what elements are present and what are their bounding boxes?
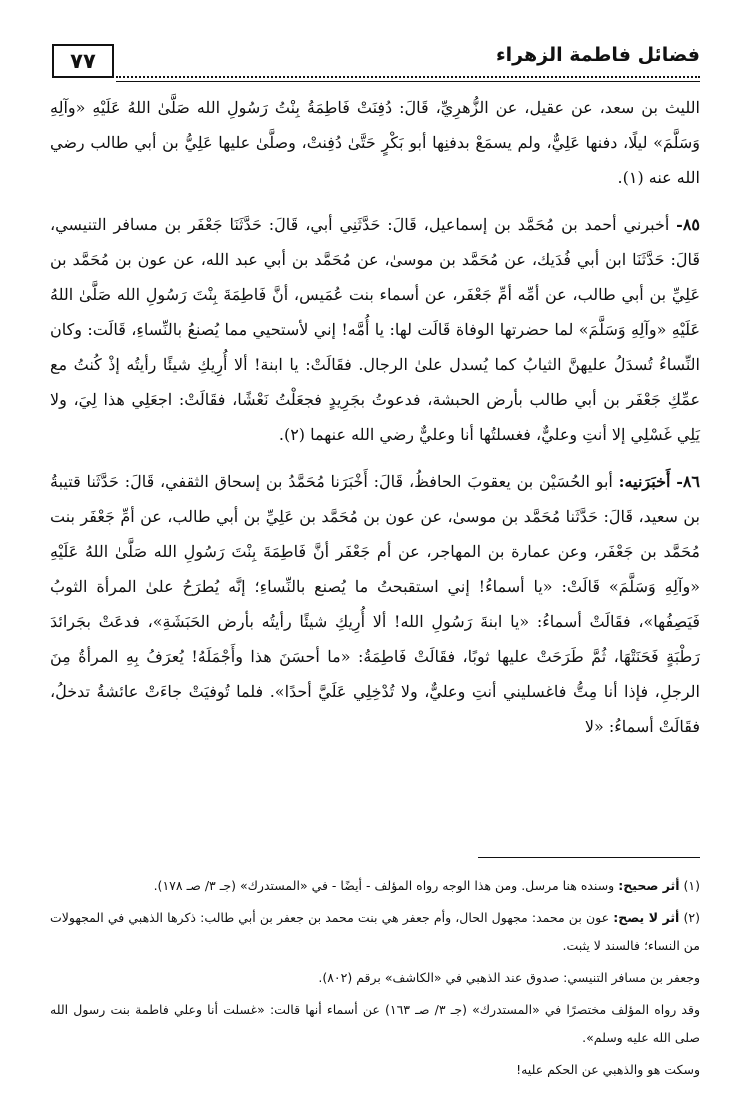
footnote-2-cont-3-text: وسكت هو والذهبي عن الحكم عليه!: [516, 1062, 700, 1077]
hadith-85: [50, 207, 700, 452]
page-header: [52, 40, 700, 80]
hadith-85-text: أخبرني أحمد بن مُحَمَّد بن إسماعيل، قَالَ: حَدَّثَنِي أبي، قَالَ: حَدَّثَنَا جَعْفَر بن مسافر التنيسي، قَالَ: حَدَّثَنَا ابن أبي فُدَيك، عن مُحَمَّد بن موسىٰ، عن مُحَمَّد بن أبي عبد الله، عن عون بن مُحَمَّد بن عَلِيِّ بن أبي طالب، عن أمِّه أمِّ جَعْفَر، عن أسماء بنت عُمَيس، أنَّ فَاطِمَةَ بِنْتَ رَسُولِ الله صَلَّىٰ اللهُ عَلَيْهِ «وآلِهِ وَسَلَّمَ» لما حضرتها الوفاة قَالَت لها: يا أُمَّه! إني لأستحيي مما يُصنعُ بالنِّساءِ، قَالَت: وكان النِّساءُ تُسدَلُ عليهنَّ الثيابُ كما يُسدل علىٰ الرجال. فقَالَتْ: يا ابنة! ألا أُرِيكِ شيئًا رأيتُه إذْ كُنتُ مع عمِّكِ جَعْفَر بن أبي طالب بأرض الحبشة، فدعوتُ بجَرِيدٍ فجعَلْتُ نَعْشًا، فقَالَتْ: اجعَلِي هذا لِيَ، ولا يَلِي غَسْلِي إلا أنتِ وعليٌّ، فغسلتُها أنا وعليٌّ رضي الله عنهما (٢).: [50, 215, 700, 444]
running-title: فضائل فاطمة الزهراء: [495, 44, 700, 66]
footnote-2-cont-1-text: وجعفر بن مسافر التنيسي: صدوق عند الذهبي في «الكاشف» برقم (٨٠٢).: [318, 970, 700, 985]
footnote-1: [50, 872, 700, 900]
header-solid-rule: [116, 81, 700, 82]
header-dotted-rule: [116, 76, 700, 78]
hadith-86-text: أبو الحُسَيْن بن يعقوبَ الحافظُ، قَالَ: أَخْبَرَنا مُحَمَّدُ بن إسحاق الثقفي، قَالَ: حَدَّثَنا قتيبةُ بن سعيد، قَالَ: حَدَّثَنا مُحَمَّد بن موسىٰ، عن عون بن مُحَمَّد بن عَلِيِّ بن أبي طالب، عن أمِّ جَعْفَر بنت مُحَمَّد بن جَعْفَر، وعن عمارة بن المهاجر، عن أم جَعْفَر أنَّ فَاطِمَةَ بِنْتَ رَسُولِ الله صَلَّىٰ اللهُ عَلَيْهِ «وآلِهِ وَسَلَّمَ» قَالَتْ: «يا أسماءُ! إني استقبحتُ ما يُصنع بالنِّساءِ؛ إنَّه يُطرَحُ علىٰ المرأة الثوبُ فَيَصِفُها»، فقَالَتْ أسماءُ: «يا ابنةَ رَسُولِ الله! ألا أُرِيكِ شيئًا رأيتُه بأرض الحَبَشَةِ»، فدعَتْ بجَرائدَ رَطْبَةٍ فَحَنَتْهَا، ثُمَّ طَرَحَتْ عليها ثوبًا، فقَالَتْ فَاطِمَةُ: «ما أحسَنَ هذا وأَجْمَلَهُ! يُعرَفُ بِهِ المرأةُ مِنَ الرجلِ، فإذا أنا مِتُّ فاغسليني أنتِ وعليٌّ، ولا تُدْخِلِي عَلَيَّ أحدًا». فلما تُوفيَتْ جاءَتْ عائشةُ تدخلُ، فقَالَتْ أسماءُ: «لا: [50, 472, 701, 736]
footnotes: [50, 872, 700, 1088]
paragraph-1-text: الليث بن سعد، عن عقيل، عن الزُّهرِيِّ، قَالَ: دُفِنَتْ فَاطِمَةُ بِنْتُ رَسُولِ الله صَلَّىٰ اللهُ عَلَيْهِ «وآلِهِ وَسَلَّمَ» ليلًا، دفنها عَلِيٌّ، ولم يسمَعْ بدفنِها أبو بَكْرٍ حَتَّىٰ دُفِنتْ، وصلَّىٰ عليها عَلِيُّ بن أبي طالب رضي الله عنه (١).: [50, 98, 700, 187]
hadith-86: [50, 464, 700, 744]
paragraph-1: [50, 90, 700, 195]
page-number: ٧٧: [52, 44, 114, 78]
footnote-2: [50, 904, 700, 960]
footnote-2-cont-2-text: وقد رواه المؤلف مختصرًا في «المستدرك» (جـ ٣/ صـ ١٦٣) عن أسماء أنها قالت: «غسلت أنا وعلي فاطمة بنت رسول الله صلى الله عليه وسلم».: [50, 1002, 701, 1045]
main-text: [50, 90, 700, 756]
footnote-separator: [478, 857, 700, 858]
hadith-86-lead: أَخبَرَنيه:: [618, 472, 671, 491]
footnote-1-text: وسنده هنا مرسل. ومن هذا الوجه رواه المؤلف - أيضًا - في «المستدرك» (جـ ٣/ صـ ١٧٨).: [153, 878, 615, 893]
footnote-2-cont-1: [50, 964, 700, 992]
footnote-2-cont-3: [50, 1056, 700, 1084]
footnote-2-cont-2: [50, 996, 700, 1052]
hadith-85-number: ٨٥-: [676, 215, 700, 234]
footnote-2-text: عون بن محمد: مجهول الحال، وأم جعفر هي بنت محمد بن جعفر بن أبي طالب: ذكرها الذهبي في المجهولات من النساء؛ فالسند لا يثبت.: [50, 910, 700, 953]
footnote-1-verdict: أثر صحيح:: [618, 878, 680, 893]
footnote-1-number: (١): [683, 878, 700, 893]
hadith-86-number: ٨٦-: [676, 472, 701, 491]
footnote-2-verdict: أثر لا يصح:: [613, 910, 680, 925]
footnote-2-number: (٢): [683, 910, 700, 925]
